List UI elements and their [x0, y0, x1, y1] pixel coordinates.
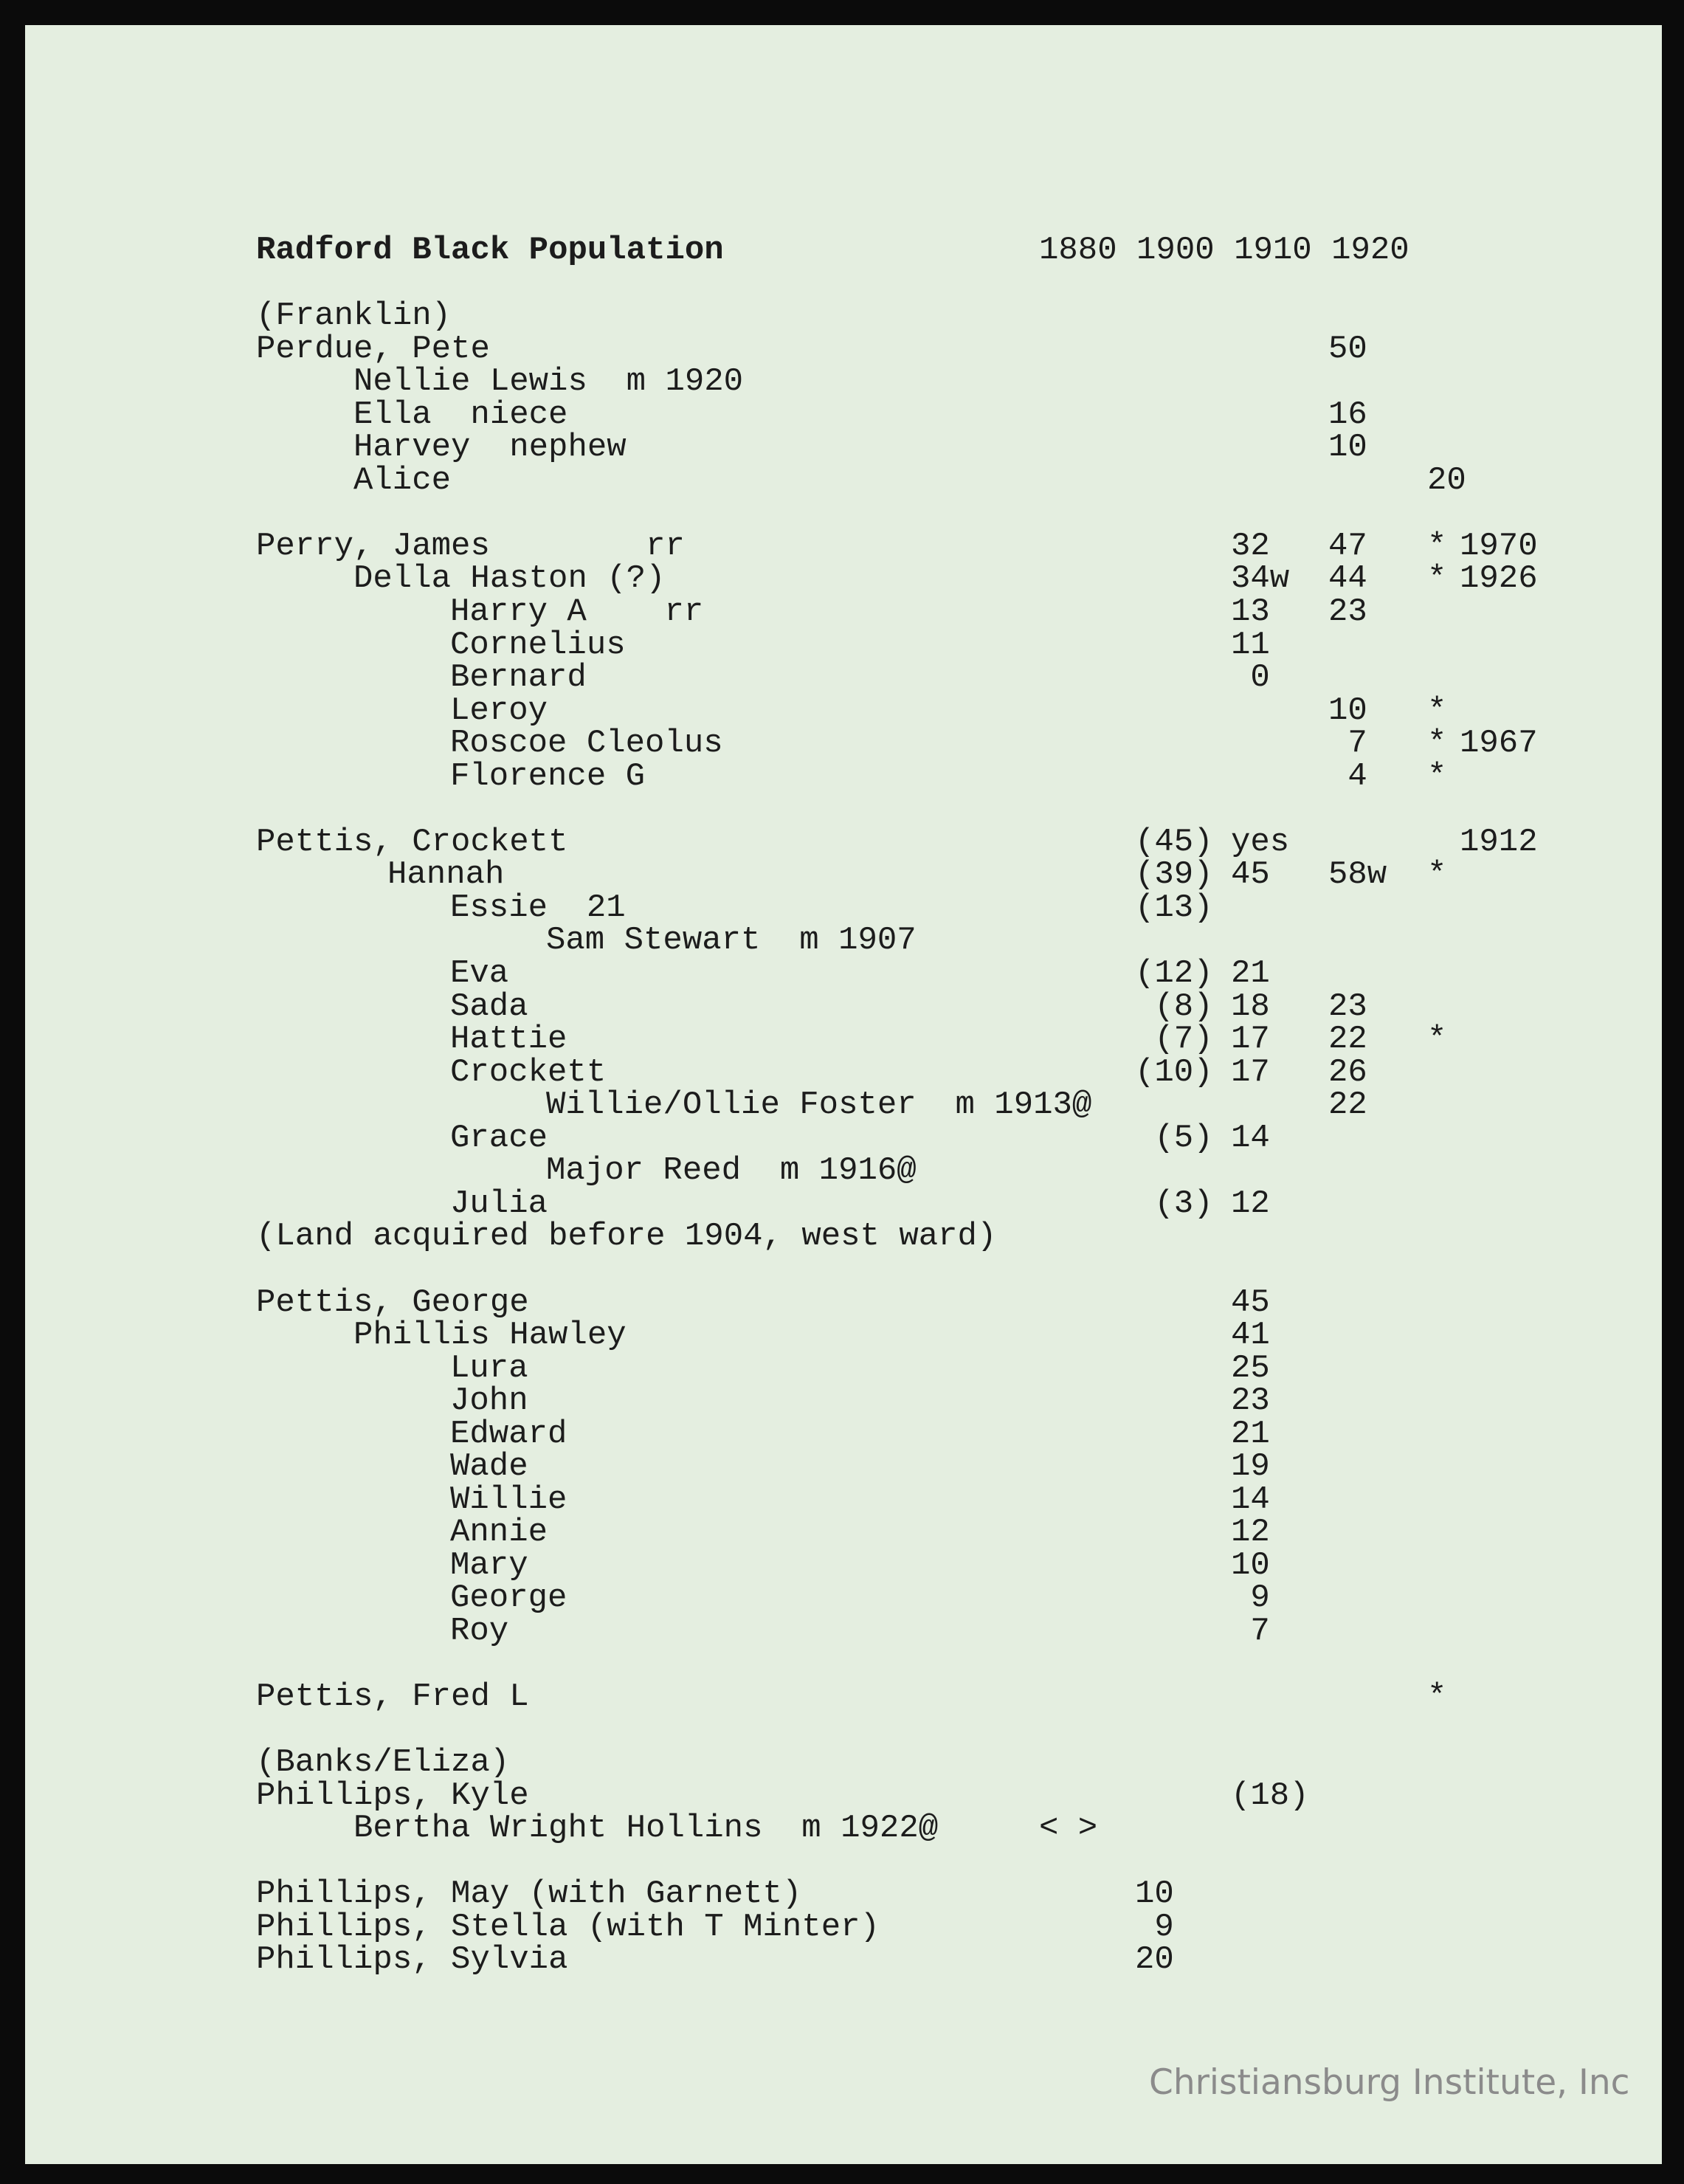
value-star: *: [1427, 1021, 1447, 1058]
person-row: [256, 1053, 1584, 1091]
family-group: [256, 527, 1584, 795]
person-row: [256, 661, 1584, 695]
person-row: [256, 1908, 1584, 1946]
person-row: [256, 562, 1584, 596]
value-c1900: (3): [1135, 1185, 1213, 1222]
person-row: [256, 1154, 1584, 1188]
person-name: Pettis, Fred L: [256, 1678, 529, 1716]
value-c1900: 10: [1135, 1875, 1174, 1913]
value-c1910: 14: [1231, 1481, 1270, 1518]
value-c1920: 10: [1328, 429, 1367, 466]
person-row: [256, 692, 1584, 729]
value-c1910: 21: [1231, 1415, 1270, 1453]
person-row: [256, 1481, 1584, 1518]
value-c1910: 41: [1231, 1317, 1270, 1354]
person-name: (Banks/Eliza): [256, 1744, 510, 1782]
person-name: Wade: [450, 1448, 528, 1486]
value-c1910: 19: [1231, 1448, 1270, 1486]
family-group: [256, 297, 1584, 499]
person-row: [256, 396, 1584, 433]
person-name: Sam Stewart m 1907: [546, 922, 917, 960]
document-page: [25, 25, 1662, 2164]
person-name: Bernard: [450, 659, 587, 697]
person-name: Willie/Ollie Foster m 1913@: [546, 1086, 1092, 1124]
person-name: Phillips, Kyle: [256, 1777, 529, 1814]
value-c1910: 7: [1231, 1612, 1270, 1650]
value-c1910: 23: [1231, 1382, 1270, 1420]
person-row: [256, 626, 1584, 664]
person-row: [256, 988, 1584, 1025]
person-row: [256, 1349, 1584, 1387]
value-c1900: (8): [1135, 988, 1213, 1025]
person-row: [256, 1875, 1584, 1913]
person-name: Willie: [450, 1481, 567, 1518]
value-c1920: 23: [1328, 593, 1367, 631]
person-row: [256, 957, 1584, 991]
person-row: [256, 1943, 1584, 1977]
person-row: [256, 1086, 1584, 1124]
person-row: [256, 823, 1584, 861]
person-row: [256, 727, 1584, 760]
person-name: Crockett: [450, 1053, 607, 1091]
value-c1920: 50: [1328, 330, 1367, 368]
person-row: [256, 1450, 1584, 1484]
value-c1910: 17: [1231, 1021, 1270, 1058]
person-row: [256, 1746, 1584, 1780]
value-c1910: 9: [1231, 1580, 1270, 1617]
person-name: Leroy: [450, 692, 548, 729]
value-c1910: 13: [1231, 593, 1270, 631]
person-name: Hattie: [450, 1021, 567, 1058]
person-name: Roy: [450, 1612, 509, 1650]
person-name: Harry A rr: [450, 593, 704, 631]
person-row: [256, 1286, 1584, 1320]
value-c1920: 10: [1328, 692, 1367, 729]
family-group: [256, 823, 1584, 1255]
person-name: Essie 21: [450, 889, 626, 926]
person-row: [256, 1119, 1584, 1157]
value-c1910: 0: [1231, 659, 1270, 697]
person-row: [256, 527, 1584, 565]
family-group: [256, 1746, 1584, 1845]
value-note: 1912: [1460, 823, 1538, 861]
value-star: *: [1427, 527, 1447, 565]
person-row: [256, 1415, 1584, 1453]
value-star: *: [1427, 1678, 1447, 1716]
person-name: Nellie Lewis m 1920: [353, 363, 744, 401]
person-name: Phillips, May (with Garnett): [256, 1875, 802, 1913]
person-name: Roscoe Cleolus: [450, 725, 723, 762]
person-row: [256, 593, 1584, 631]
person-row: [256, 1582, 1584, 1615]
value-c1910: (18): [1231, 1777, 1309, 1814]
value-c1910: 14: [1231, 1119, 1270, 1157]
value-c1900: 9: [1135, 1908, 1174, 1946]
value-c1900: (5): [1135, 1119, 1213, 1157]
person-row: [256, 757, 1584, 795]
person-name: Grace: [450, 1119, 548, 1157]
person-row: [256, 1546, 1584, 1584]
person-name: Florence G: [450, 757, 646, 795]
value-c1910: 21: [1231, 955, 1270, 993]
value-c1920: 7: [1328, 725, 1367, 762]
person-row: [256, 1516, 1584, 1549]
person-row: [256, 1220, 1584, 1253]
year-1880: 1880: [1039, 232, 1117, 269]
value-note: 1970: [1460, 527, 1538, 565]
value-c1900: (7): [1135, 1021, 1213, 1058]
person-row: [256, 1319, 1584, 1352]
person-name: Della Haston (?): [353, 560, 666, 598]
person-name: Alice: [353, 461, 452, 499]
person-row: [256, 889, 1584, 926]
value-note: 1926: [1460, 560, 1538, 598]
value-c1920: 22: [1328, 1086, 1367, 1124]
value-c1920: 23: [1328, 988, 1367, 1025]
value-c1910: 32: [1231, 527, 1270, 565]
person-row: [256, 1678, 1584, 1716]
value-c1910: 11: [1231, 626, 1270, 664]
value-c1900: (39): [1135, 856, 1213, 894]
person-row: [256, 1812, 1584, 1845]
person-name: Pettis, Crockett: [256, 823, 568, 861]
value-star: *: [1427, 692, 1447, 729]
census-years-header: [1039, 234, 1409, 267]
value-c1920: 22: [1328, 1021, 1367, 1058]
person-name: (Franklin): [256, 297, 452, 335]
value-star: *: [1427, 856, 1447, 894]
person-name: Ella niece: [353, 396, 568, 433]
value-c1920: 16: [1328, 396, 1367, 433]
value-c1910: 45: [1231, 1284, 1270, 1321]
header-row: [256, 234, 1584, 267]
person-name: John: [450, 1382, 528, 1420]
value-c1900: (10): [1135, 1053, 1213, 1091]
person-row: [256, 1023, 1584, 1056]
value-c1910: 34w: [1231, 560, 1290, 598]
value-c1920: 47: [1328, 527, 1367, 565]
page-title: Radford Black Population: [256, 232, 724, 269]
value-star: 20: [1427, 461, 1466, 499]
year-1900: 1900: [1136, 232, 1215, 269]
value-c1900: (45): [1135, 823, 1213, 861]
value-c1920: 58w: [1328, 856, 1387, 894]
person-name: Cornelius: [450, 626, 626, 664]
value-c1910: 18: [1231, 988, 1270, 1025]
person-row: [256, 922, 1584, 960]
person-row: [256, 461, 1584, 499]
person-row: [256, 297, 1584, 335]
year-1920: 1920: [1331, 232, 1409, 269]
person-name: Eva: [450, 955, 509, 993]
person-name: Bertha Wright Hollins m 1922@: [353, 1810, 939, 1847]
person-name: Julia: [450, 1185, 548, 1222]
person-row: [256, 1382, 1584, 1420]
person-name: Lura: [450, 1349, 528, 1387]
watermark: Christiansburg Institute, Inc: [1149, 2062, 1630, 2103]
value-star: *: [1427, 725, 1447, 762]
value-note: 1967: [1460, 725, 1538, 762]
value-c1920: 4: [1328, 757, 1367, 795]
person-row: [256, 365, 1584, 399]
person-row: [256, 1185, 1584, 1222]
person-name: Sada: [450, 988, 528, 1025]
value-star: *: [1427, 560, 1447, 598]
person-name: George: [450, 1580, 567, 1617]
value-c1910: 12: [1231, 1185, 1270, 1222]
value-c1900: 20: [1135, 1941, 1174, 1979]
value-c1880: < >: [1039, 1810, 1098, 1847]
family-group: [256, 1678, 1584, 1716]
value-c1910: 10: [1231, 1546, 1270, 1584]
person-name: Edward: [450, 1415, 567, 1453]
person-row: [256, 1777, 1584, 1814]
value-c1910: 25: [1231, 1349, 1270, 1387]
person-name: Phillis Hawley: [353, 1317, 627, 1354]
person-name: (Land acquired before 1904, west ward): [256, 1218, 997, 1255]
value-c1910: 17: [1231, 1053, 1270, 1091]
person-name: Harvey nephew: [353, 429, 627, 466]
person-name: Phillips, Stella (with T Minter): [256, 1908, 880, 1946]
person-name: Phillips, Sylvia: [256, 1941, 568, 1979]
value-star: *: [1427, 757, 1447, 795]
family-group: [256, 1875, 1584, 1979]
year-1910: 1910: [1234, 232, 1312, 269]
person-name: Hannah: [387, 856, 505, 894]
value-c1920: 44: [1328, 560, 1367, 598]
family-group: [256, 1286, 1584, 1648]
person-name: Annie: [450, 1514, 548, 1551]
person-name: Perdue, Pete: [256, 330, 490, 368]
value-c1920: 26: [1328, 1053, 1367, 1091]
person-name: Major Reed m 1916@: [546, 1152, 917, 1190]
person-row: [256, 858, 1584, 892]
person-name: Pettis, George: [256, 1284, 529, 1321]
person-name: Mary: [450, 1546, 528, 1584]
value-c1900: (13): [1135, 889, 1213, 926]
value-c1910: yes: [1231, 823, 1290, 861]
person-row: [256, 330, 1584, 368]
population-list: [256, 234, 1584, 1977]
value-c1910: 12: [1231, 1514, 1270, 1551]
value-c1900: (12): [1135, 955, 1213, 993]
person-row: [256, 431, 1584, 464]
value-c1910: 45: [1231, 856, 1270, 894]
person-name: Perry, James rr: [256, 527, 685, 565]
person-row: [256, 1612, 1584, 1650]
